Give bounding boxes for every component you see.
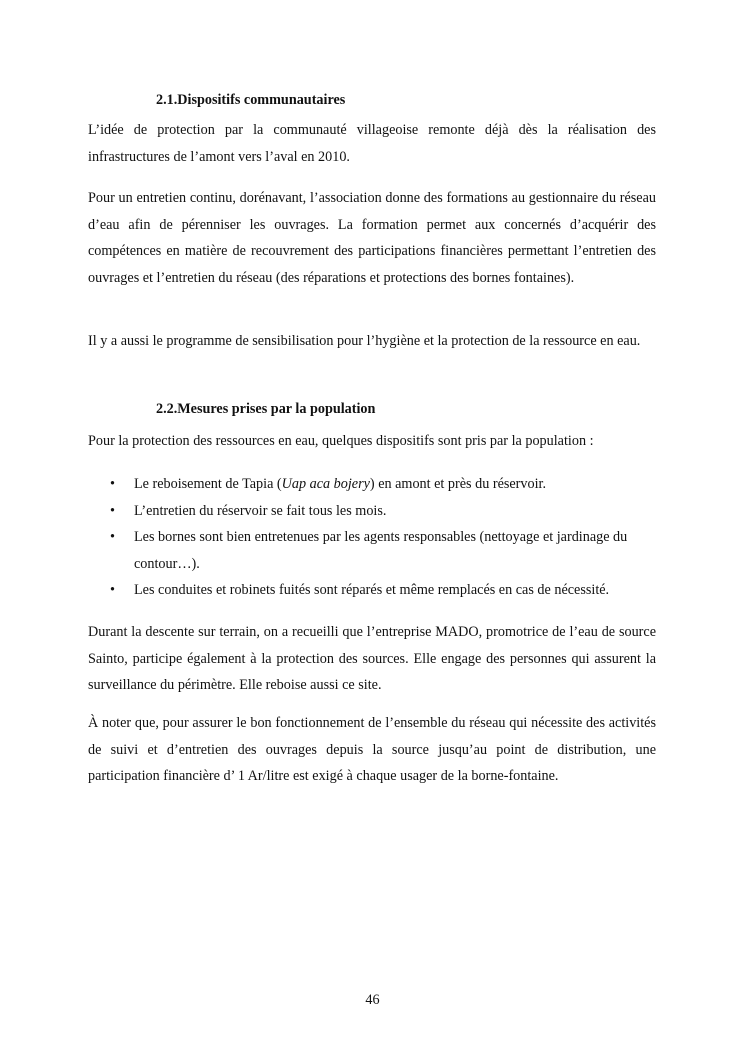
bullet-icon: • xyxy=(110,529,115,545)
bullet-icon: • xyxy=(110,476,115,492)
paragraph-protection-history: L’idée de protection par la communauté villageoise remonte déjà dès la réalisation des infrastructures de l’amont vers l’aval en 2010. xyxy=(88,122,656,165)
list-item: • Les conduites et robinets fuités sont réparés et même remplacés en cas de nécessité. xyxy=(88,577,656,604)
measures-list xyxy=(88,471,656,604)
paragraph-mado-enterprise: Durant la descente sur terrain, on a recueilli que l’entreprise MADO, promotrice de l’eau de source Sainto, participe également à la protection des sources. Elle engage des personnes qui assurent la surveillance du périmètre. Elle reboise aussi ce site. xyxy=(88,624,656,693)
paragraph-sensibilisation: Il y a aussi le programme de sensibilisation pour l’hygiène et la protection de la ressource en eau. xyxy=(88,333,641,349)
paragraph-training: Pour un entretien continu, dorénavant, l’association donne des formations au gestionnaire du réseau d’eau afin de pérenniser les ouvrages. La formation permet aux concernés d’acquérir des compétences en matière de recouvrement des participations financières permettant l’entretien des ouvrages et l’entretien du réseau (des réparations et protections des bornes fontaines). xyxy=(88,190,656,286)
list-item: • L’entretien du réservoir se fait tous les mois. xyxy=(88,498,656,525)
bullet-icon: • xyxy=(110,582,115,598)
list-item: • Les bornes sont bien entretenues par les agents responsables (nettoyage et jardinage du contour…). xyxy=(88,524,656,577)
paragraph-intro-measures: Pour la protection des ressources en eau, quelques dispositifs sont pris par la population : xyxy=(88,433,594,449)
paragraph-financial-participation: À noter que, pour assurer le bon fonctionnement de l’ensemble du réseau qui nécessite des activités de suivi et d’entretien des ouvrages depuis la source jusqu’au point de distribution, une participation financière d’ 1 Ar/litre est exigé à chaque usager de la borne-fontaine. xyxy=(88,715,656,784)
section-heading-2-1: 2.1.Dispositifs communautaires xyxy=(156,92,346,108)
bullet-icon: • xyxy=(110,502,115,519)
list-item: • Le reboisement de Tapia (Uap aca bojery) en amont et près du réservoir. xyxy=(88,471,656,498)
species-name: Uap aca bojery xyxy=(281,476,370,492)
section-heading-2-2: 2.2.Mesures prises par la population xyxy=(156,401,376,417)
page-number: 46 xyxy=(365,992,380,1008)
